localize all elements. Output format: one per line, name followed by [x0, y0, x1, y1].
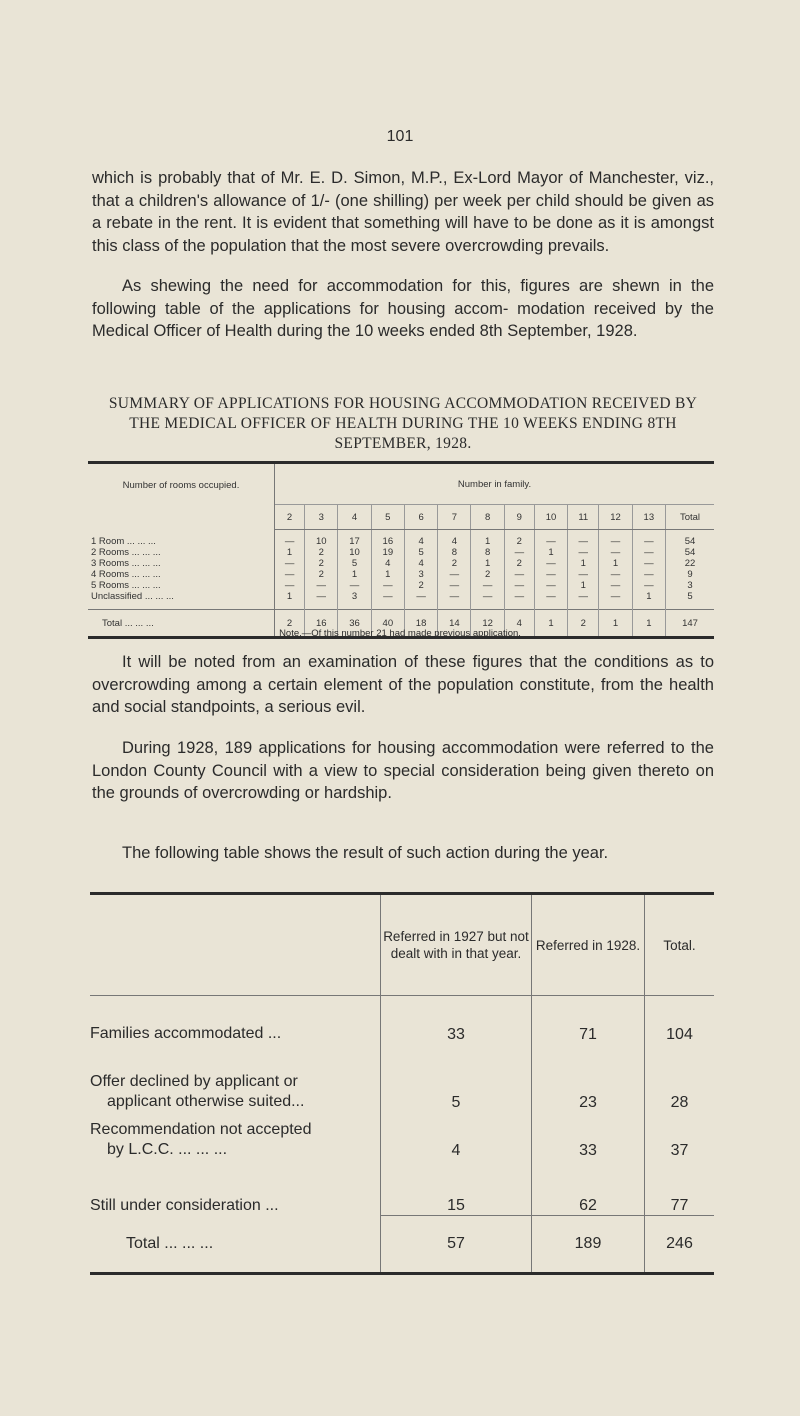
table-cell: —: [504, 591, 534, 610]
results-total-label: Total ... ... ...: [126, 1234, 214, 1252]
table-cell: —: [534, 569, 567, 580]
results-row-label-line: Families accommodated ...: [90, 1024, 282, 1042]
table-cell: 3: [338, 591, 371, 610]
table-cell: 2: [504, 558, 534, 569]
column-header: 10: [534, 505, 567, 530]
table-cell: 9: [666, 569, 715, 580]
table-cell: 2: [305, 547, 338, 558]
paragraph-shewing: As shewing the need for accommodation for this, figures are shewn in the following table of the applications for housing accom- modation received by the Medical Officer of Health during the 10 weeks ended 8th September, 1928.: [92, 277, 714, 340]
paragraph-following: The following table shows the result of such action during the year.: [122, 844, 609, 862]
table-cell: —: [568, 569, 599, 580]
table-cell: —: [632, 530, 665, 548]
total-cell: 12: [471, 610, 504, 638]
table-cell: —: [599, 547, 632, 558]
total-cell: 1: [599, 610, 632, 638]
table-cell: 1: [371, 569, 404, 580]
results-total-cell: 57: [381, 1216, 532, 1274]
table-cell: —: [599, 530, 632, 548]
table-cell: 17: [338, 530, 371, 548]
table-cell: —: [275, 580, 305, 591]
results-row-label: [90, 996, 381, 1044]
table-cell: —: [534, 580, 567, 591]
column-header: 13: [632, 505, 665, 530]
table-cell: 4: [404, 558, 437, 569]
page-number: 101: [386, 128, 414, 145]
results-header: Referred in 1928.: [532, 894, 645, 996]
table-cell: 1: [534, 547, 567, 558]
table-cell: 1: [471, 558, 504, 569]
column-header: 2: [275, 505, 305, 530]
results-table: [90, 892, 714, 1275]
table-cell: 19: [371, 547, 404, 558]
results-cell: 33: [381, 996, 532, 1044]
total-cell: 14: [438, 610, 471, 638]
table-cell: 1: [632, 591, 665, 610]
total-label: Total ... ... ...: [88, 610, 275, 638]
table-cell: —: [599, 591, 632, 610]
summary-heading: SUMMARY OF APPLICATIONS FOR HOUSING ACCOMMODATION RECEIVED BY THE MEDICAL OFFICER OF HEALTH DURING THE 10 WEEKS ENDING 8TH SEPTEMBER, 1928.: [108, 395, 698, 452]
table-cell: —: [568, 547, 599, 558]
column-header: 5: [371, 505, 404, 530]
results-header: Total.: [645, 894, 715, 996]
table-cell: 4: [404, 530, 437, 548]
table-row: [88, 580, 714, 591]
table-cell: 1: [599, 558, 632, 569]
row-label: 1 Room ... ... ...: [88, 530, 275, 548]
table-cell: 3: [404, 569, 437, 580]
table-cell: 1: [568, 558, 599, 569]
results-cell: 77: [645, 1160, 715, 1216]
results-cell: 15: [381, 1160, 532, 1216]
table-cell: 2: [504, 530, 534, 548]
family-header: Number in family.: [457, 478, 532, 490]
table-note: Note.—Of this number 21 had made previous application.: [279, 628, 521, 639]
column-header: 9: [504, 505, 534, 530]
total-cell: 1: [632, 610, 665, 638]
column-header: 7: [438, 505, 471, 530]
table-row: [88, 591, 714, 610]
results-total-cell: 189: [532, 1216, 645, 1274]
table-cell: 2: [438, 558, 471, 569]
table-cell: 10: [338, 547, 371, 558]
table-cell: 1: [275, 547, 305, 558]
column-header: 11: [568, 505, 599, 530]
column-header: 8: [471, 505, 504, 530]
results-total-cell: 246: [645, 1216, 715, 1274]
results-row-label: [90, 1160, 381, 1216]
results-cell: 4: [381, 1112, 532, 1160]
table-row: [88, 558, 714, 569]
table-cell: —: [471, 591, 504, 610]
results-row-label-line: applicant otherwise suited...: [107, 1092, 305, 1110]
total-cell: 36: [338, 610, 371, 638]
table-row: [88, 569, 714, 580]
table-cell: 54: [666, 547, 715, 558]
column-header: 3: [305, 505, 338, 530]
results-cell: 23: [532, 1044, 645, 1112]
table-cell: 22: [666, 558, 715, 569]
table-cell: 1: [275, 591, 305, 610]
table-cell: —: [275, 530, 305, 548]
table-cell: —: [599, 569, 632, 580]
results-cell: 5: [381, 1044, 532, 1112]
total-cell: 40: [371, 610, 404, 638]
row-label: 4 Rooms ... ... ...: [88, 569, 275, 580]
table-cell: 5: [666, 591, 715, 610]
results-cell: 33: [532, 1112, 645, 1160]
table-cell: 5: [338, 558, 371, 569]
results-header-blank: [90, 894, 381, 996]
results-row-label-line: Recommendation not accepted: [90, 1120, 312, 1138]
table-cell: —: [305, 591, 338, 610]
total-cell: 18: [404, 610, 437, 638]
table-cell: 1: [471, 530, 504, 548]
table-row: [88, 530, 714, 548]
column-header: 12: [599, 505, 632, 530]
table-cell: —: [534, 530, 567, 548]
paragraph-noted: It will be noted from an examination of these figures that the conditions as to overcrowding among a certain element of the population constitute, from the health and social standpoints, a serious evil.: [92, 653, 714, 716]
column-header: 4: [338, 505, 371, 530]
total-cell: 2: [568, 610, 599, 638]
total-cell: 147: [666, 610, 715, 638]
table-cell: —: [599, 580, 632, 591]
table-cell: 5: [404, 547, 437, 558]
table-cell: 2: [471, 569, 504, 580]
table-cell: —: [632, 558, 665, 569]
table-cell: 8: [471, 547, 504, 558]
results-row-label-line: Still under consideration ...: [90, 1196, 279, 1214]
table-cell: —: [305, 580, 338, 591]
results-row-label: [90, 1112, 381, 1160]
table-cell: —: [275, 569, 305, 580]
table-cell: 16: [371, 530, 404, 548]
row-label: 2 Rooms ... ... ...: [88, 547, 275, 558]
results-cell: 104: [645, 996, 715, 1044]
table-cell: 1: [338, 569, 371, 580]
row-label: Unclassified ... ... ...: [88, 591, 275, 610]
table-cell: 2: [305, 569, 338, 580]
table-row: [88, 547, 714, 558]
table-cell: —: [534, 558, 567, 569]
table-cell: —: [438, 569, 471, 580]
table-cell: 2: [305, 558, 338, 569]
table-cell: —: [438, 580, 471, 591]
table-cell: —: [504, 547, 534, 558]
table-cell: —: [504, 569, 534, 580]
table-cell: 4: [438, 530, 471, 548]
results-cell: 37: [645, 1112, 715, 1160]
results-cell: 62: [532, 1160, 645, 1216]
table-cell: —: [534, 591, 567, 610]
row-label: 3 Rooms ... ... ...: [88, 558, 275, 569]
results-cell: 28: [645, 1044, 715, 1112]
table-cell: 1: [568, 580, 599, 591]
table-cell: —: [338, 580, 371, 591]
total-cell: 1: [534, 610, 567, 638]
applications-table: [88, 461, 714, 639]
total-cell: 2: [275, 610, 305, 638]
results-row-label-line: by L.C.C. ... ... ...: [107, 1140, 228, 1158]
table-cell: —: [371, 591, 404, 610]
table-cell: 54: [666, 530, 715, 548]
results-cell: 71: [532, 996, 645, 1044]
results-header: Referred in 1927 but not dealt with in that year.: [381, 894, 532, 996]
paragraph-intro: which is probably that of Mr. E. D. Simon, M.P., Ex-Lord Mayor of Manchester, viz., that a children's allowance of 1/- (one shilling) per week per child should be given as a rebate in the rent. It is evident that something will have to be done as it is amongst this class of the population that the most severe overcrowding prevails.: [92, 169, 714, 255]
table-cell: —: [471, 580, 504, 591]
column-header: 6: [404, 505, 437, 530]
results-row-label: [90, 1044, 381, 1112]
table-cell: —: [404, 591, 437, 610]
table-cell: —: [632, 547, 665, 558]
table-cell: 3: [666, 580, 715, 591]
table-cell: 4: [371, 558, 404, 569]
table-cell: —: [632, 569, 665, 580]
table-cell: —: [371, 580, 404, 591]
table-cell: —: [632, 580, 665, 591]
table-cell: —: [568, 530, 599, 548]
table-cell: 8: [438, 547, 471, 558]
column-header: Total: [666, 505, 715, 530]
row-label: 5 Rooms ... ... ...: [88, 580, 275, 591]
table-cell: —: [504, 580, 534, 591]
table-cell: —: [438, 591, 471, 610]
results-row-label-line: Offer declined by applicant or: [90, 1072, 298, 1090]
table-cell: 10: [305, 530, 338, 548]
rooms-header: Number of rooms occupied.: [88, 463, 275, 530]
table-cell: —: [275, 558, 305, 569]
table-cell: 2: [404, 580, 437, 591]
total-cell: 4: [504, 610, 534, 638]
paragraph-referred: During 1928, 189 applications for housing accommodation were referred to the London County Council with a view to special consideration being given thereto on the grounds of overcrowding or hardship.: [92, 739, 714, 802]
table-cell: —: [568, 591, 599, 610]
total-cell: 16: [305, 610, 338, 638]
